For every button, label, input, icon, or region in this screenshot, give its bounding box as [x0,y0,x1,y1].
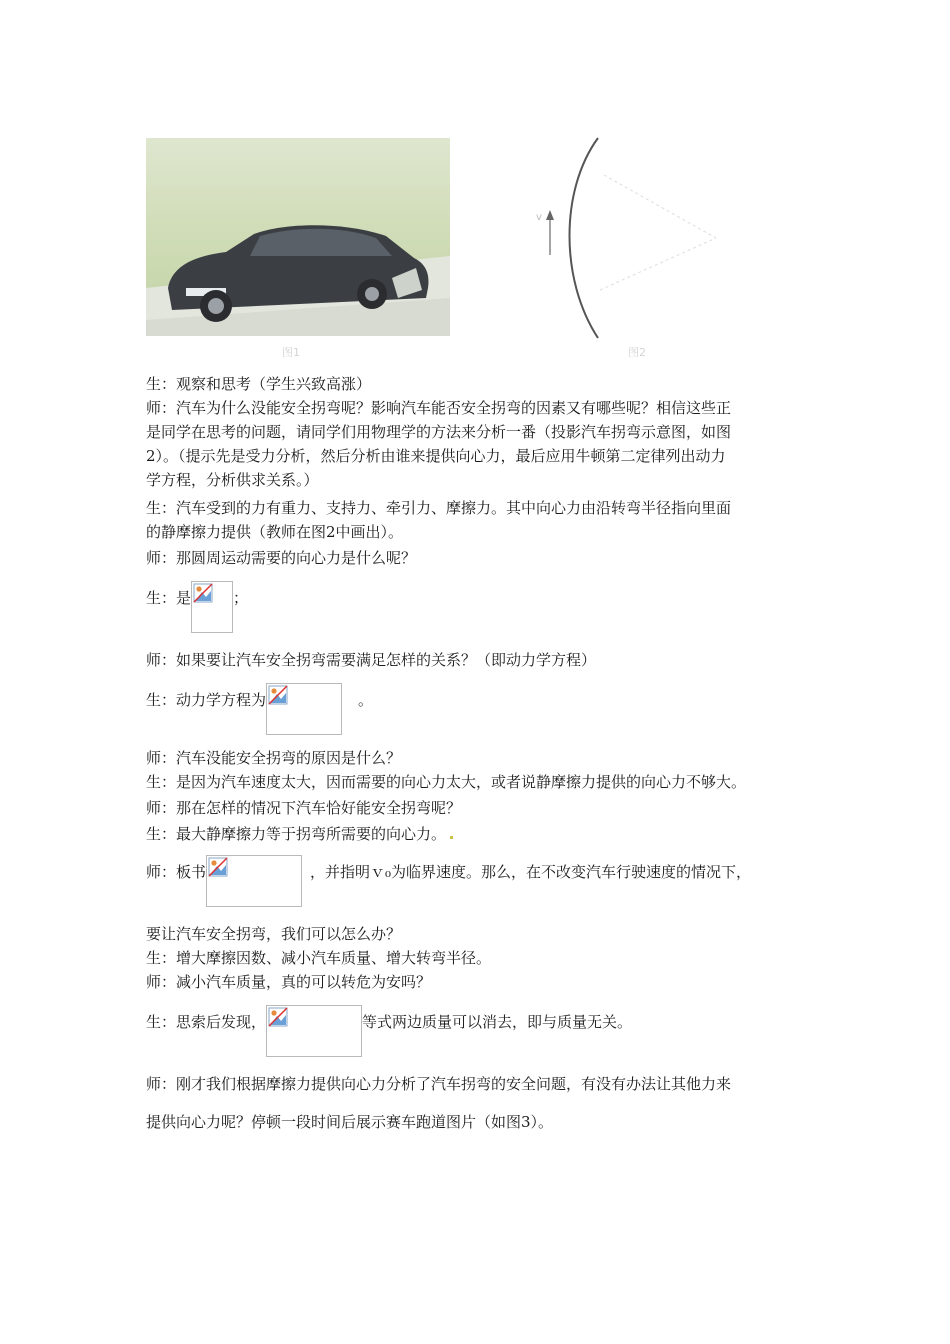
text-line-with-formula [146,861,826,907]
line-prefix: 生：思索后发现， [146,1013,267,1031]
text-line: 学方程，分析供求关系。） [146,471,319,489]
line-prefix: 师：板书 [146,863,207,881]
line-prefix: 生：动力学方程为 [146,691,267,709]
curve-diagram [520,130,740,345]
velocity-label: v [536,212,542,223]
text-line: 是同学在思考的问题，请同学们用物理学的方法来分析一番（投影汽车拐弯示意图，如图 [146,423,732,441]
broken-image-icon [268,1007,288,1027]
text-line: 师：刚才我们根据摩擦力提供向心力分析了汽车拐弯的安全问题，有没有办法让其他力来 [146,1075,732,1093]
text-line: 提供向心力呢？停顿一段时间后展示赛车跑道图片（如图3）。 [146,1113,554,1131]
text-line [146,823,826,845]
formula-image-placeholder [266,1005,362,1057]
text-line: 师：那在怎样的情况下汽车恰好能安全拐弯呢？ [146,799,462,817]
text-line: 生：汽车受到的力有重力、支持力、牵引力、摩擦力。其中向心力由沿转弯半径指向里面 [146,499,732,517]
text-line: 2）。（提示先是受力分析，然后分析由谁来提供向心力，最后应用牛顿第二定律列出动力 [146,447,726,465]
broken-image-icon [208,857,228,877]
line-text: 生：最大静摩擦力等于拐弯所需要的向心力。 [146,825,447,843]
text-line: 的静摩擦力提供（教师在图2中画出）。 [146,523,404,541]
text-line: 师：那圆周运动需要的向心力是什么呢？ [146,549,417,567]
broken-image-icon [193,583,213,603]
text-line-with-formula [146,587,826,633]
formula-image-placeholder [191,581,233,633]
text-line: 生：观察和思考（学生兴致高涨） [146,375,372,393]
text-line: 师：汽车没能安全拐弯的原因是什么？ [146,749,402,767]
text-line-with-formula [146,689,826,735]
line-suffix: 等式两边质量可以消去，即与质量无关。 [362,1013,633,1031]
figure-2-caption: 图2 [628,346,646,359]
line-suffix: ； [233,589,249,607]
line-suffix: 。 [358,691,374,709]
text-line: 要让汽车安全拐弯，我们可以怎么办？ [146,925,402,943]
formula-image-placeholder [206,855,302,907]
figure-1-caption: 图1 [282,346,300,359]
text-line: 师：如果要让汽车安全拐弯需要满足怎样的关系？（即动力学方程） [146,651,597,669]
formula-image-placeholder [266,683,342,735]
yellow-dot [450,836,453,839]
text-line-with-formula [146,1011,826,1057]
line-suffix: ，并指明ｖ₀为临界速度。那么，在不改变汽车行驶速度的情况下， [310,863,752,881]
text-line: 师：减小汽车质量，真的可以转危为安吗？ [146,973,432,991]
text-line: 生：增大摩擦因数、减小汽车质量、增大转弯半径。 [146,949,492,967]
text-line: 师：汽车为什么没能安全拐弯呢？影响汽车能否安全拐弯的因素又有哪些呢？相信这些正 [146,399,732,417]
car-photo [146,138,450,336]
line-prefix: 生：是 [146,589,192,607]
text-line: 生：是因为汽车速度太大，因而需要的向心力太大，或者说静摩擦力提供的向心力不够大。 [146,773,747,791]
broken-image-icon [268,685,288,705]
